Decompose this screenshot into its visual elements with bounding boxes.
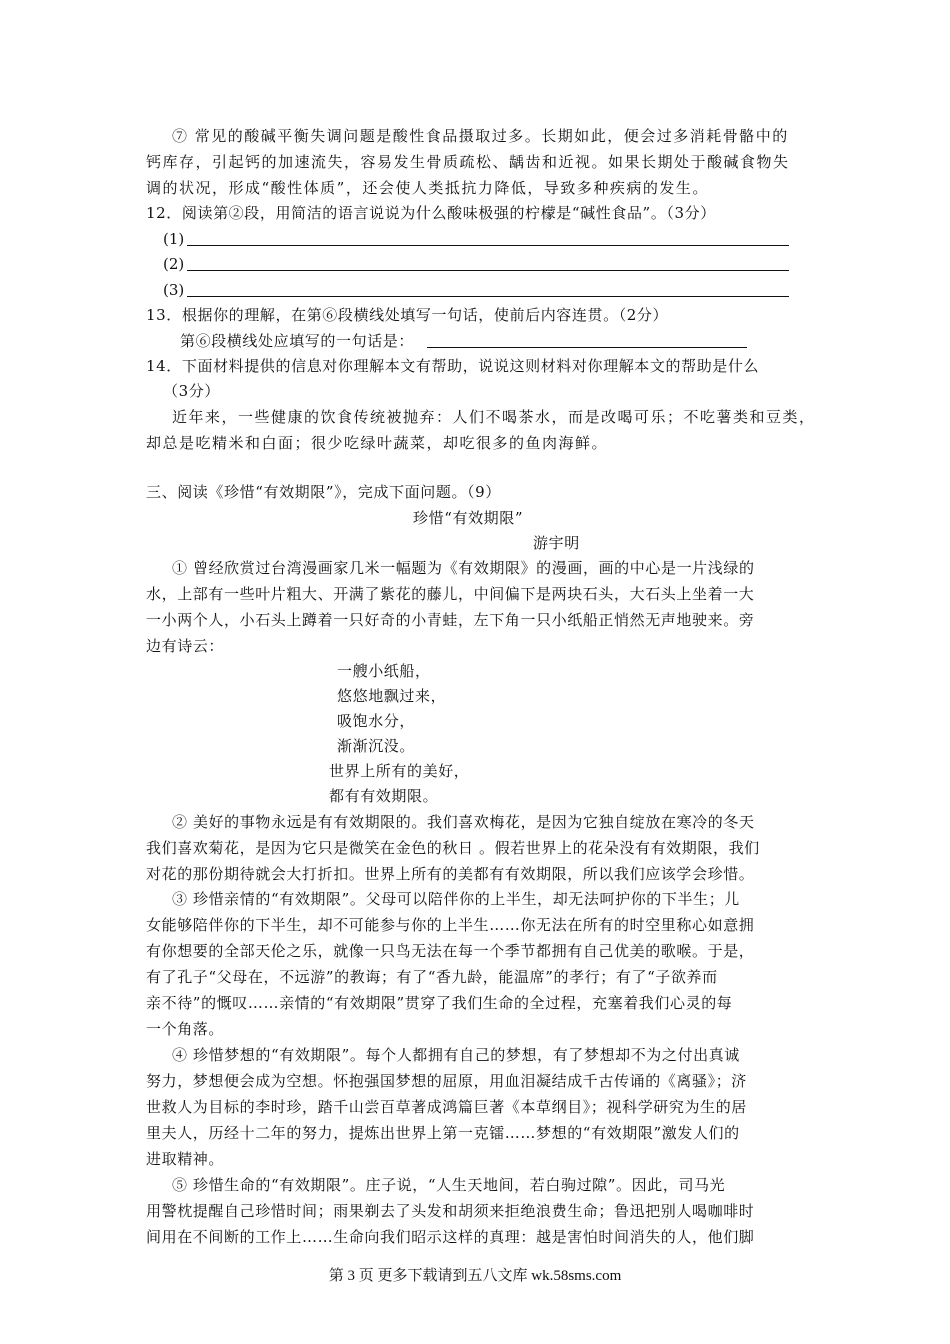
article-line: ① 曾经欣赏过台湾漫画家几米一幅题为《有效期限》的漫画，画的中心是一片浅绿的 (172, 559, 755, 577)
article-line: 我们喜欢菊花，是因为它只是微笑在金色的秋日 。假若世界上的花朵没有有效期限，我们 (146, 839, 760, 857)
material-line: 却总是吃精米和白面；很少吃绿叶蔬菜，却吃很多的鱼肉海鲜。 (146, 434, 609, 452)
article-line: ④ 珍惜梦想的“有效期限”。每个人都拥有自己的梦想，有了梦想却不为之付出真诚 (172, 1046, 740, 1064)
article-line: ③ 珍惜亲情的“有效期限”。父母可以陪伴你的上半生，却无法呵护你的下半生；儿 (172, 890, 740, 908)
article-line: 一个角落。 (146, 1020, 225, 1038)
article-line: ② 美好的事物永远是有有效期限的。我们喜欢梅花，是因为它独自绽放在寒冷的冬天 (172, 813, 755, 831)
question-14: 14．下面材料提供的信息对你理解本文有帮助，说说这则材料对你理解本文的帮助是什么 (146, 357, 760, 375)
question-12: 12．阅读第②段，用简洁的语言说说为什么酸味极强的柠檬是“碱性食品”。（3分） (146, 204, 716, 222)
article-line: 进取精神。 (146, 1150, 225, 1168)
question-14-points: （3分） (163, 382, 220, 400)
article-line: 一小两个人，小石头上蹲着一只好奇的小青蛙，左下角一只小纸船正悄然无声地驶来。旁 (146, 611, 755, 629)
para7-line: ⑦ 常见的酸碱平衡失调问题是酸性食品摄取过多。长期如此，便会过多消耗骨骼中的 (172, 127, 789, 145)
article-line: 间用在不间断的工作上……生命向我们昭示这样的真理：越是害怕时间消失的人，他们脚 (146, 1228, 755, 1246)
answer-line[interactable] (427, 347, 747, 348)
answer-line[interactable] (187, 296, 789, 297)
article-line: 女能够陪伴你的下半生，却不可能参与你的上半生……你无法在所有的时空里称心如意拥 (146, 916, 755, 934)
section-heading: 三、阅读《珍惜“有效期限”》，完成下面问题。（9） (146, 483, 501, 501)
article-line: 亲不待”的慨叹……亲情的“有效期限”贯穿了我们生命的全过程，充塞着我们心灵的每 (146, 994, 733, 1012)
answer-line[interactable] (187, 245, 789, 246)
material-line: 近年来，一些健康的饮食传统被抛弃：人们不喝茶水，而是改喝可乐；不吃薯类和豆类， (172, 408, 816, 426)
article-line: 水，上部有一些叶片粗大、开满了紫花的藤儿，中间偏下是两块石头，大石头上坐着一大 (146, 585, 755, 603)
answer-line[interactable] (187, 270, 789, 271)
article-line: 有你想要的全部天伦之乐，就像一只鸟无法在每一个季节都拥有自己优美的歌喉。于是， (146, 942, 755, 960)
para7-line: 钙库存，引起钙的加速流失，容易发生骨质疏松、龋齿和近视。如果长期处于酸碱食物失 (146, 153, 790, 171)
article-author: 游宇明 (533, 534, 580, 552)
poem-line: 悠悠地飘过来， (337, 687, 447, 705)
article-line: ⑤ 珍惜生命的“有效期限”。庄子说，“人生天地间，若白驹过隙”。因此，司马光 (172, 1176, 726, 1194)
question-13: 13．根据你的理解，在第⑥段横线处填写一句话，使前后内容连贯。（2分） (146, 306, 669, 324)
poem-line: 都有有效期限。 (329, 787, 439, 805)
article-line: 用警枕提醒自己珍惜时间；雨果剃去了头发和胡须来拒绝浪费生命；鲁迅把别人喝咖啡时 (146, 1202, 755, 1220)
poem-line: 世界上所有的美好， (329, 762, 470, 780)
para7-line: 调的状况，形成“酸性体质”，还会使人类抵抗力降低，导致多种疾病的发生。 (146, 179, 709, 197)
poem-line: 一艘小纸船， (337, 662, 431, 680)
page-footer: 第 3 页 更多下载请到五八文库 wk.58sms.com (328, 1268, 622, 1284)
poem-line: 渐渐沉没。 (337, 737, 416, 755)
answer-label: (1) (163, 230, 185, 248)
article-title: 珍惜“有效期限” (413, 509, 524, 527)
article-line: 边有诗云： (146, 637, 225, 655)
answer-label: (3) (163, 281, 185, 299)
article-line: 有了孔子“父母在，不远游”的教诲；有了“香九龄，能温席”的孝行；有了“子欲养而 (146, 968, 718, 986)
poem-line: 吸饱水分， (337, 712, 416, 730)
answer-label: (2) (163, 255, 185, 273)
article-line: 里夫人，历经十二年的努力，提炼出世界上第一克镭……梦想的“有效期限”激发人们的 (146, 1124, 740, 1142)
article-line: 对花的那份期待就会大打折扣。世界上所有的美都有有效期限，所以我们应该学会珍惜。 (146, 865, 755, 883)
article-line: 努力，梦想便会成为空想。怀抱强国梦想的屈原，用血泪凝结成千古传诵的《离骚》；济 (146, 1072, 747, 1090)
article-line: 世救人为目标的李时珍，踏千山尝百草著成鸿篇巨著《本草纲目》；视科学研究为生的居 (146, 1098, 747, 1116)
question-13-prompt: 第⑥段横线处应填写的一句话是： (180, 332, 415, 350)
